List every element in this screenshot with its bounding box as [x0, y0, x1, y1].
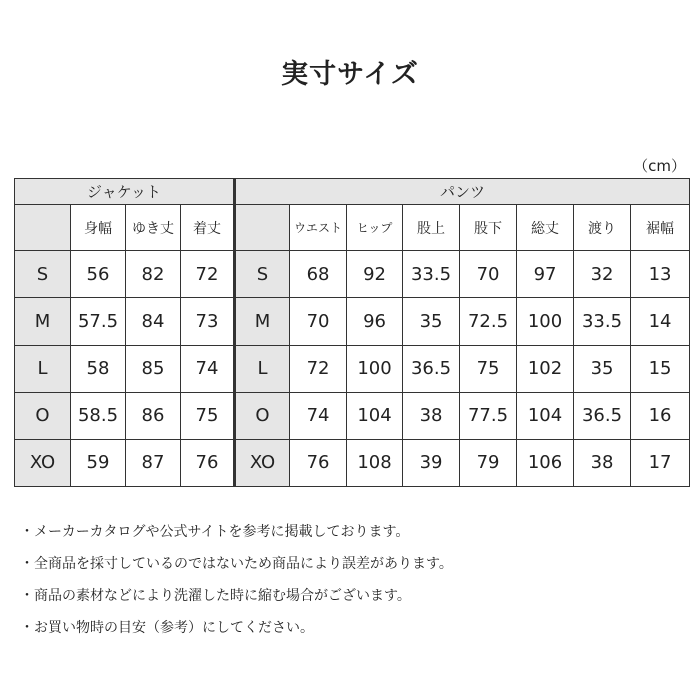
measurement-cell: 82 — [126, 251, 181, 298]
size-label-cell: O — [235, 392, 290, 439]
measurement-cell: 84 — [126, 298, 181, 345]
column-header: 裾幅 — [631, 205, 690, 251]
measurement-cell: 68 — [290, 251, 347, 298]
column-header: ウエスト — [290, 205, 347, 251]
measurement-cell: 75 — [181, 392, 235, 439]
group-header-row — [15, 179, 690, 205]
pants-group-header: パンツ — [235, 179, 690, 205]
column-header: 総丈 — [517, 205, 574, 251]
measurement-cell: 76 — [181, 439, 235, 486]
measurement-cell: 35 — [574, 345, 631, 392]
column-header: 着丈 — [181, 205, 235, 251]
size-label-cell: XO — [15, 439, 71, 486]
measurement-cell: 70 — [460, 251, 517, 298]
column-header: ゆき丈 — [126, 205, 181, 251]
column-header-row — [15, 205, 690, 251]
measurement-cell: 15 — [631, 345, 690, 392]
measurement-cell: 57.5 — [71, 298, 126, 345]
measurement-cell: 70 — [290, 298, 347, 345]
table-row — [15, 392, 690, 439]
measurement-cell: 58 — [71, 345, 126, 392]
measurement-cell: 59 — [71, 439, 126, 486]
measurement-cell: 73 — [181, 298, 235, 345]
measurement-cell: 104 — [517, 392, 574, 439]
measurement-cell: 86 — [126, 392, 181, 439]
measurement-cell: 76 — [290, 439, 347, 486]
measurement-cell: 33.5 — [574, 298, 631, 345]
size-label-cell: S — [235, 251, 290, 298]
measurement-cell: 77.5 — [460, 392, 517, 439]
measurement-cell: 75 — [460, 345, 517, 392]
measurement-cell: 72.5 — [460, 298, 517, 345]
measurement-cell: 108 — [347, 439, 403, 486]
measurement-cell: 85 — [126, 345, 181, 392]
measurement-cell: 79 — [460, 439, 517, 486]
jacket-group-header: ジャケット — [15, 179, 235, 205]
notes-list — [20, 516, 453, 644]
column-header: 股下 — [460, 205, 517, 251]
measurement-cell: 36.5 — [574, 392, 631, 439]
table-row — [15, 439, 690, 486]
measurement-cell: 33.5 — [403, 251, 460, 298]
measurement-cell: 87 — [126, 439, 181, 486]
note-item: ・全商品を採寸しているのではないため商品により誤差があります。 — [20, 556, 453, 572]
size-label-cell: M — [15, 298, 71, 345]
measurement-cell: 35 — [403, 298, 460, 345]
measurement-cell: 100 — [517, 298, 574, 345]
column-header: 股上 — [403, 205, 460, 251]
table-row — [15, 345, 690, 392]
measurement-cell: 106 — [517, 439, 574, 486]
column-header: 身幅 — [71, 205, 126, 251]
measurement-cell: 13 — [631, 251, 690, 298]
measurement-cell: 39 — [403, 439, 460, 486]
size-label-cell: M — [235, 298, 290, 345]
table-row — [15, 298, 690, 345]
size-label-cell: L — [235, 345, 290, 392]
measurement-cell: 104 — [347, 392, 403, 439]
measurement-cell: 38 — [574, 439, 631, 486]
measurement-cell: 58.5 — [71, 392, 126, 439]
jacket-size-header-cell — [15, 205, 71, 251]
note-item: ・メーカーカタログや公式サイトを参考に掲載しております。 — [20, 524, 410, 540]
column-header: 渡り — [574, 205, 631, 251]
measurement-cell: 102 — [517, 345, 574, 392]
unit-label: （cm） — [633, 157, 686, 175]
pants-size-header-cell — [235, 205, 290, 251]
measurement-cell: 72 — [181, 251, 235, 298]
note-item: ・お買い物時の目安（参考）にしてください。 — [20, 620, 314, 636]
column-header: ヒップ — [347, 205, 403, 251]
measurement-cell: 36.5 — [403, 345, 460, 392]
note-item: ・商品の素材などにより洗濯した時に縮む場合がございます。 — [20, 588, 411, 604]
measurement-cell: 97 — [517, 251, 574, 298]
size-label-cell: L — [15, 345, 71, 392]
size-table — [14, 178, 690, 487]
table-row — [15, 251, 690, 298]
measurement-cell: 38 — [403, 392, 460, 439]
measurement-cell: 74 — [181, 345, 235, 392]
size-label-cell: XO — [235, 439, 290, 486]
measurement-cell: 56 — [71, 251, 126, 298]
size-label-cell: S — [15, 251, 71, 298]
measurement-cell: 17 — [631, 439, 690, 486]
measurement-cell: 72 — [290, 345, 347, 392]
measurement-cell: 92 — [347, 251, 403, 298]
page-title: 実寸サイズ — [281, 59, 419, 90]
size-label-cell: O — [15, 392, 71, 439]
measurement-cell: 16 — [631, 392, 690, 439]
measurement-cell: 32 — [574, 251, 631, 298]
measurement-cell: 96 — [347, 298, 403, 345]
measurement-cell: 100 — [347, 345, 403, 392]
measurement-cell: 14 — [631, 298, 690, 345]
measurement-cell: 74 — [290, 392, 347, 439]
